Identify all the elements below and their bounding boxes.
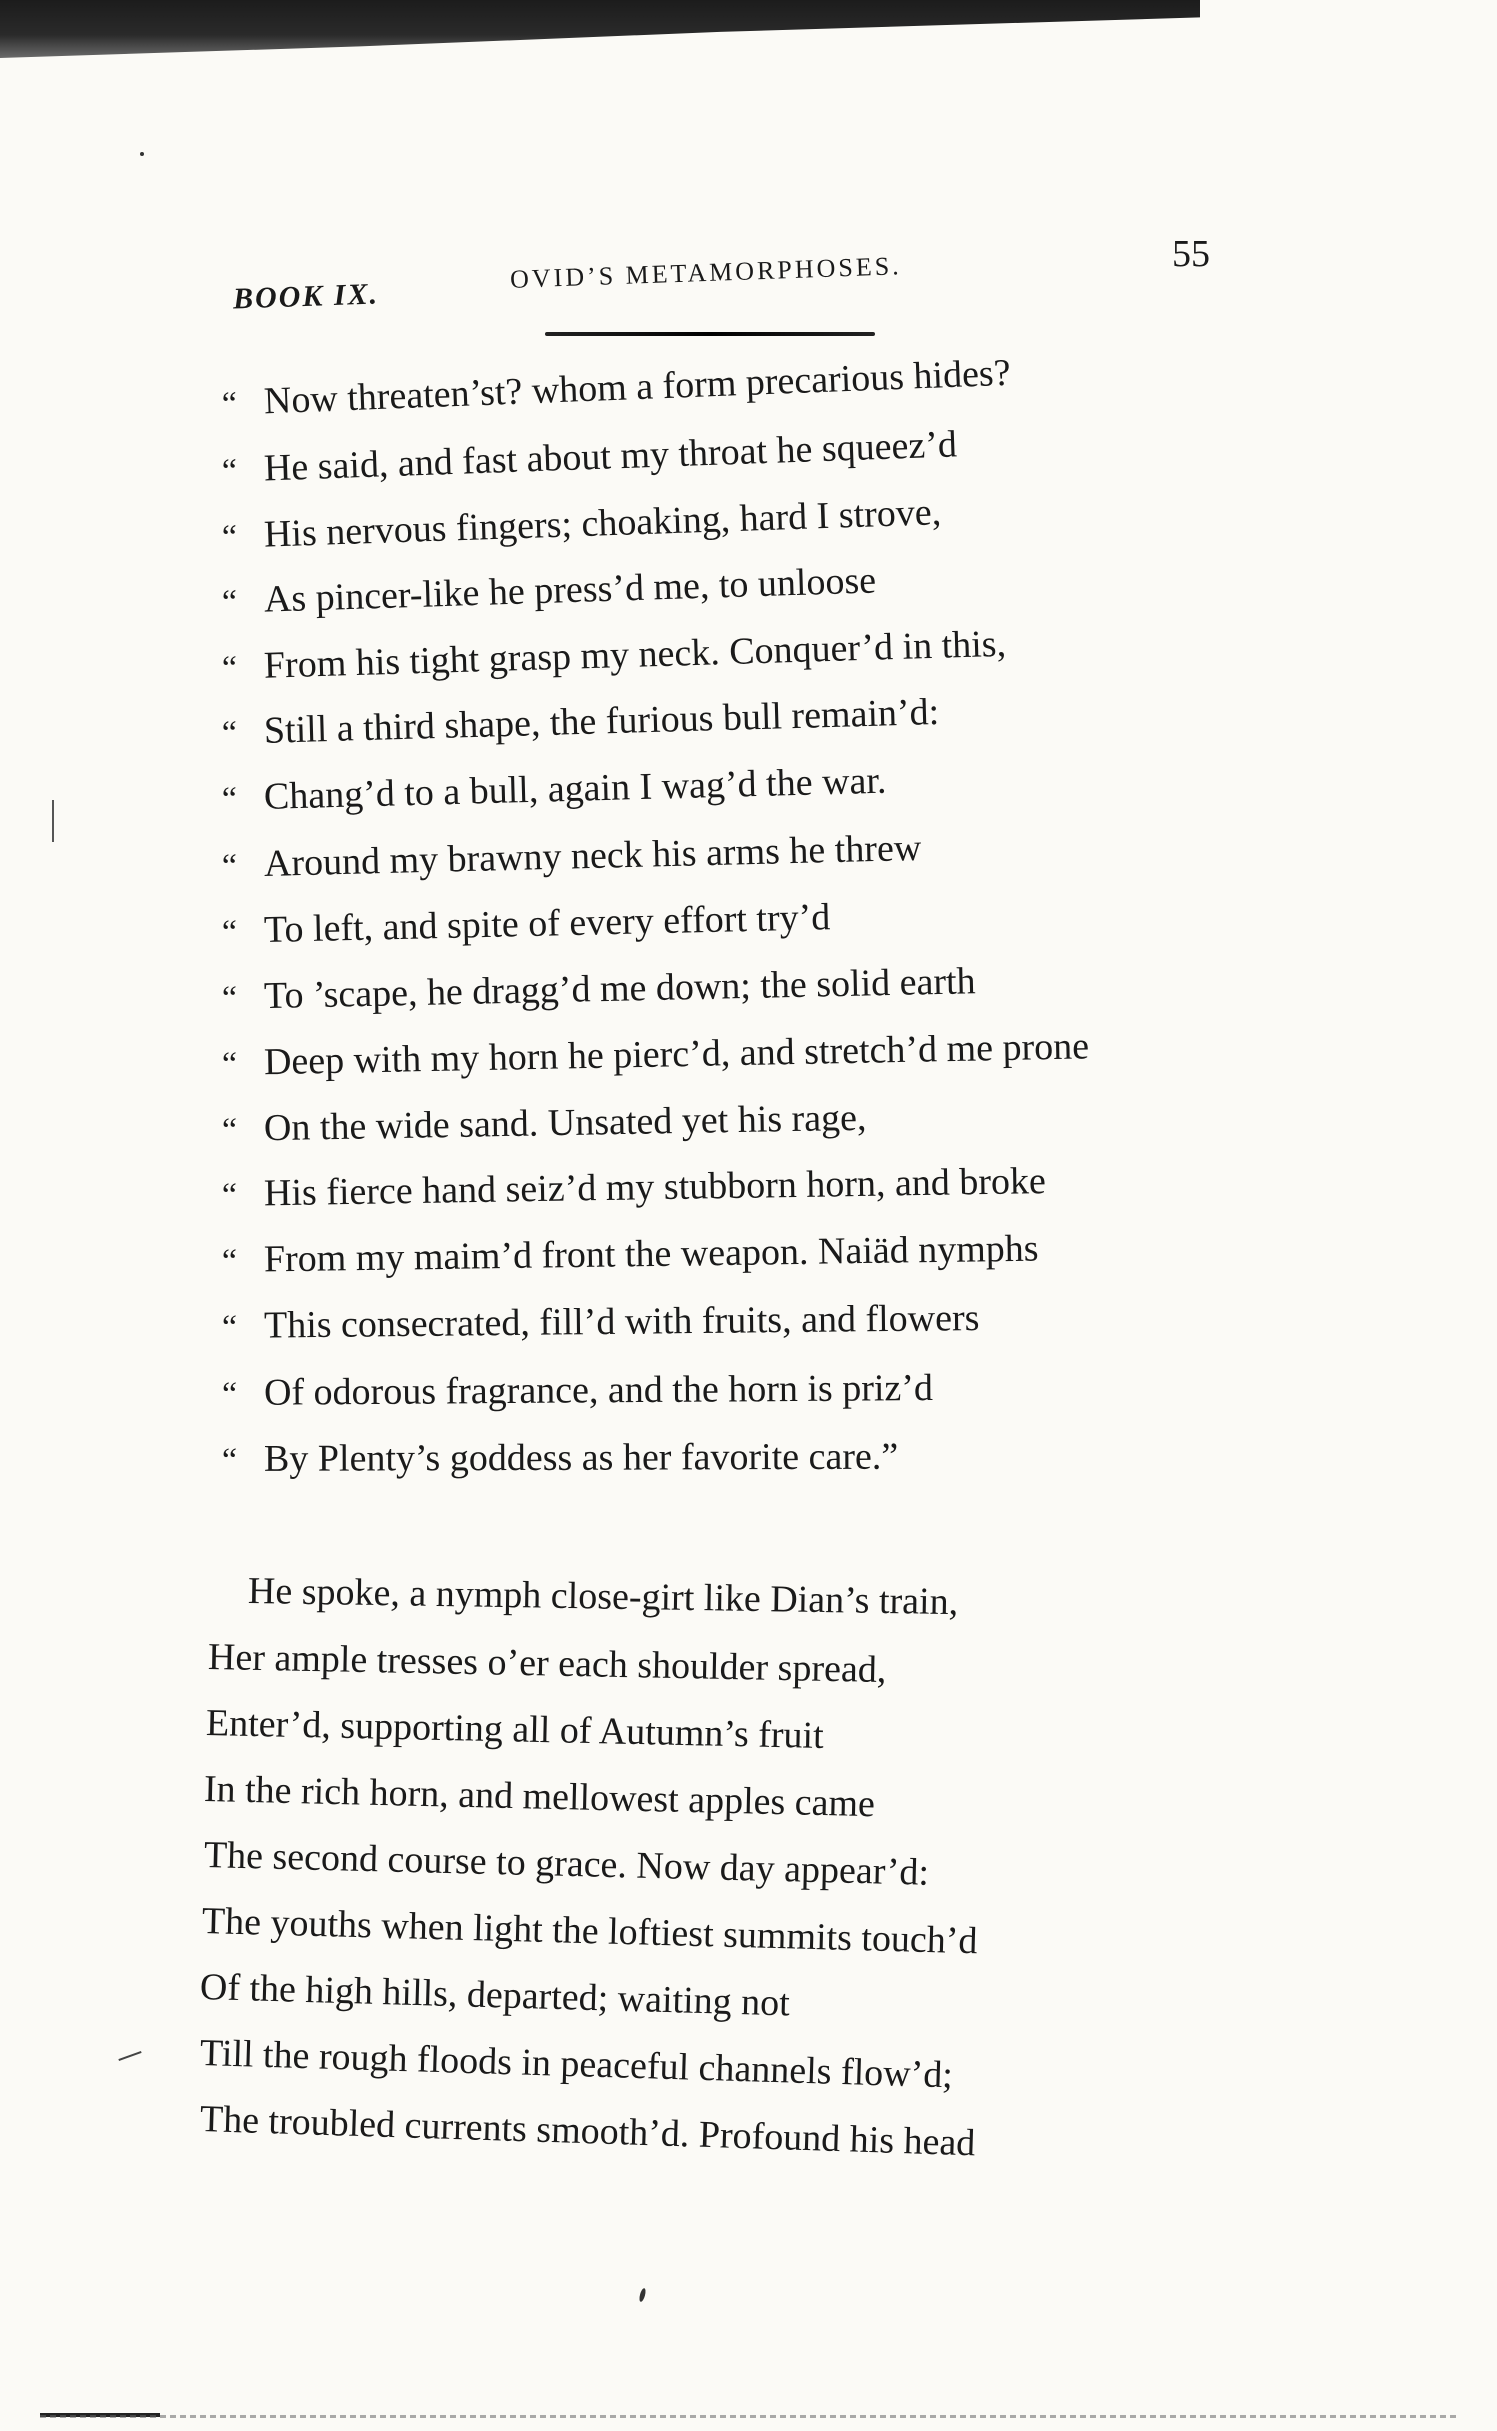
poem-line: Till the rough floods in peaceful channels flow’d; [199, 2032, 954, 2097]
line-text: His fierce hand seiz’d my stubborn horn, and broke [263, 1160, 1047, 1215]
quote-mark: “ [221, 1242, 238, 1280]
poem-line [222, 1295, 980, 1351]
poem-line: Her ample tresses o’er each shoulder spread, [207, 1636, 887, 1692]
poem-line [221, 758, 887, 823]
quote-mark: “ [221, 780, 238, 818]
line-text: This consecrated, fill’d with fruits, and flowers [263, 1297, 980, 1347]
line-text: On the wide sand. Unsated yet his rage, [263, 1096, 867, 1150]
quote-mark: “ [221, 1308, 238, 1346]
line-text: Of odorous fragrance, and the horn is priz’d [263, 1367, 934, 1414]
poem-line [222, 1226, 1039, 1285]
quote-mark: “ [221, 1375, 238, 1413]
scan-bottom-noise [40, 2415, 1460, 2418]
poem-line: He spoke, a nymph close-girt like Dian’s train, [247, 1570, 959, 1624]
scan-mark [52, 800, 54, 842]
quote-mark: “ [221, 847, 238, 885]
line-text: Still a third shape, the furious bull remain’d: [263, 690, 940, 752]
quote-mark: “ [221, 649, 238, 687]
title-rule [545, 332, 875, 336]
line-text: Chang’d to a bull, again I wag’d the war. [263, 759, 887, 818]
line-text: Now threaten’st? whom a form precarious hides? [263, 351, 1012, 423]
quote-mark: “ [221, 583, 238, 621]
poem-line [221, 621, 1006, 692]
line-text: As pincer-like he press’d me, to unloose [263, 559, 877, 621]
page-number: 55 [1172, 233, 1210, 275]
line-text: By Plenty’s goddess as her favorite care.” [263, 1435, 899, 1480]
scan-speck [638, 2288, 646, 2303]
quote-mark: “ [221, 452, 238, 490]
quote-mark: “ [221, 385, 238, 423]
poem-line [221, 689, 939, 757]
line-text: To left, and spite of every effort try’d [263, 896, 831, 952]
line-text: To ’scape, he dragg’d me down; the solid earth [263, 960, 977, 1018]
poem-line [222, 1434, 898, 1484]
quote-mark: “ [221, 518, 238, 556]
poem-line: In the rich horn, and mellowest apples came [203, 1768, 876, 1826]
quote-mark: “ [221, 1111, 238, 1149]
quote-mark: “ [221, 1441, 238, 1479]
poem-line: The second course to grace. Now day appear’d: [203, 1834, 930, 1894]
poem-line: The youths when light the loftiest summits touch’d [201, 1900, 979, 1963]
scan-mark [118, 2051, 141, 2061]
quote-mark: “ [221, 1176, 238, 1214]
poem-line [221, 825, 921, 890]
line-text: His nervous fingers; choaking, hard I strove, [263, 491, 942, 556]
poem-line [221, 894, 830, 956]
poem-line: Enter’d, supporting all of Autumn’s fruit [205, 1702, 825, 1757]
poem-line [221, 958, 976, 1022]
book-label: BOOK IX. [232, 277, 380, 316]
line-text: From my maim’d front the weapon. Naiäd nymphs [263, 1227, 1039, 1281]
scan-speck [140, 152, 144, 156]
quote-mark: “ [221, 714, 238, 752]
poem-line: The troubled currents smooth’d. Profound his head [199, 2098, 976, 2165]
line-text: From his tight grasp my neck. Conquer’d in this, [263, 622, 1007, 687]
line-text: He said, and fast about my throat he squeez’d [263, 423, 958, 490]
poem-line [222, 1158, 1047, 1219]
page-header [0, 0, 1497, 340]
poem-line [222, 1095, 867, 1154]
quote-mark: “ [221, 913, 238, 951]
poem-line [221, 489, 942, 561]
poem-line [221, 350, 1011, 428]
poem-line [222, 1365, 933, 1418]
poem-line [221, 557, 877, 626]
running-title: OVID’S METAMORPHOSES. [509, 251, 903, 294]
quote-mark: “ [221, 979, 238, 1017]
poem-line: Of the high hills, departed; waiting not [199, 1966, 791, 2025]
poem-line [221, 421, 958, 495]
poem-line [222, 1023, 1090, 1088]
line-text: Deep with my horn he pierc’d, and stretch’d me prone [263, 1025, 1090, 1084]
quote-mark: “ [221, 1045, 238, 1083]
line-text: Around my brawny neck his arms he threw [263, 826, 922, 885]
